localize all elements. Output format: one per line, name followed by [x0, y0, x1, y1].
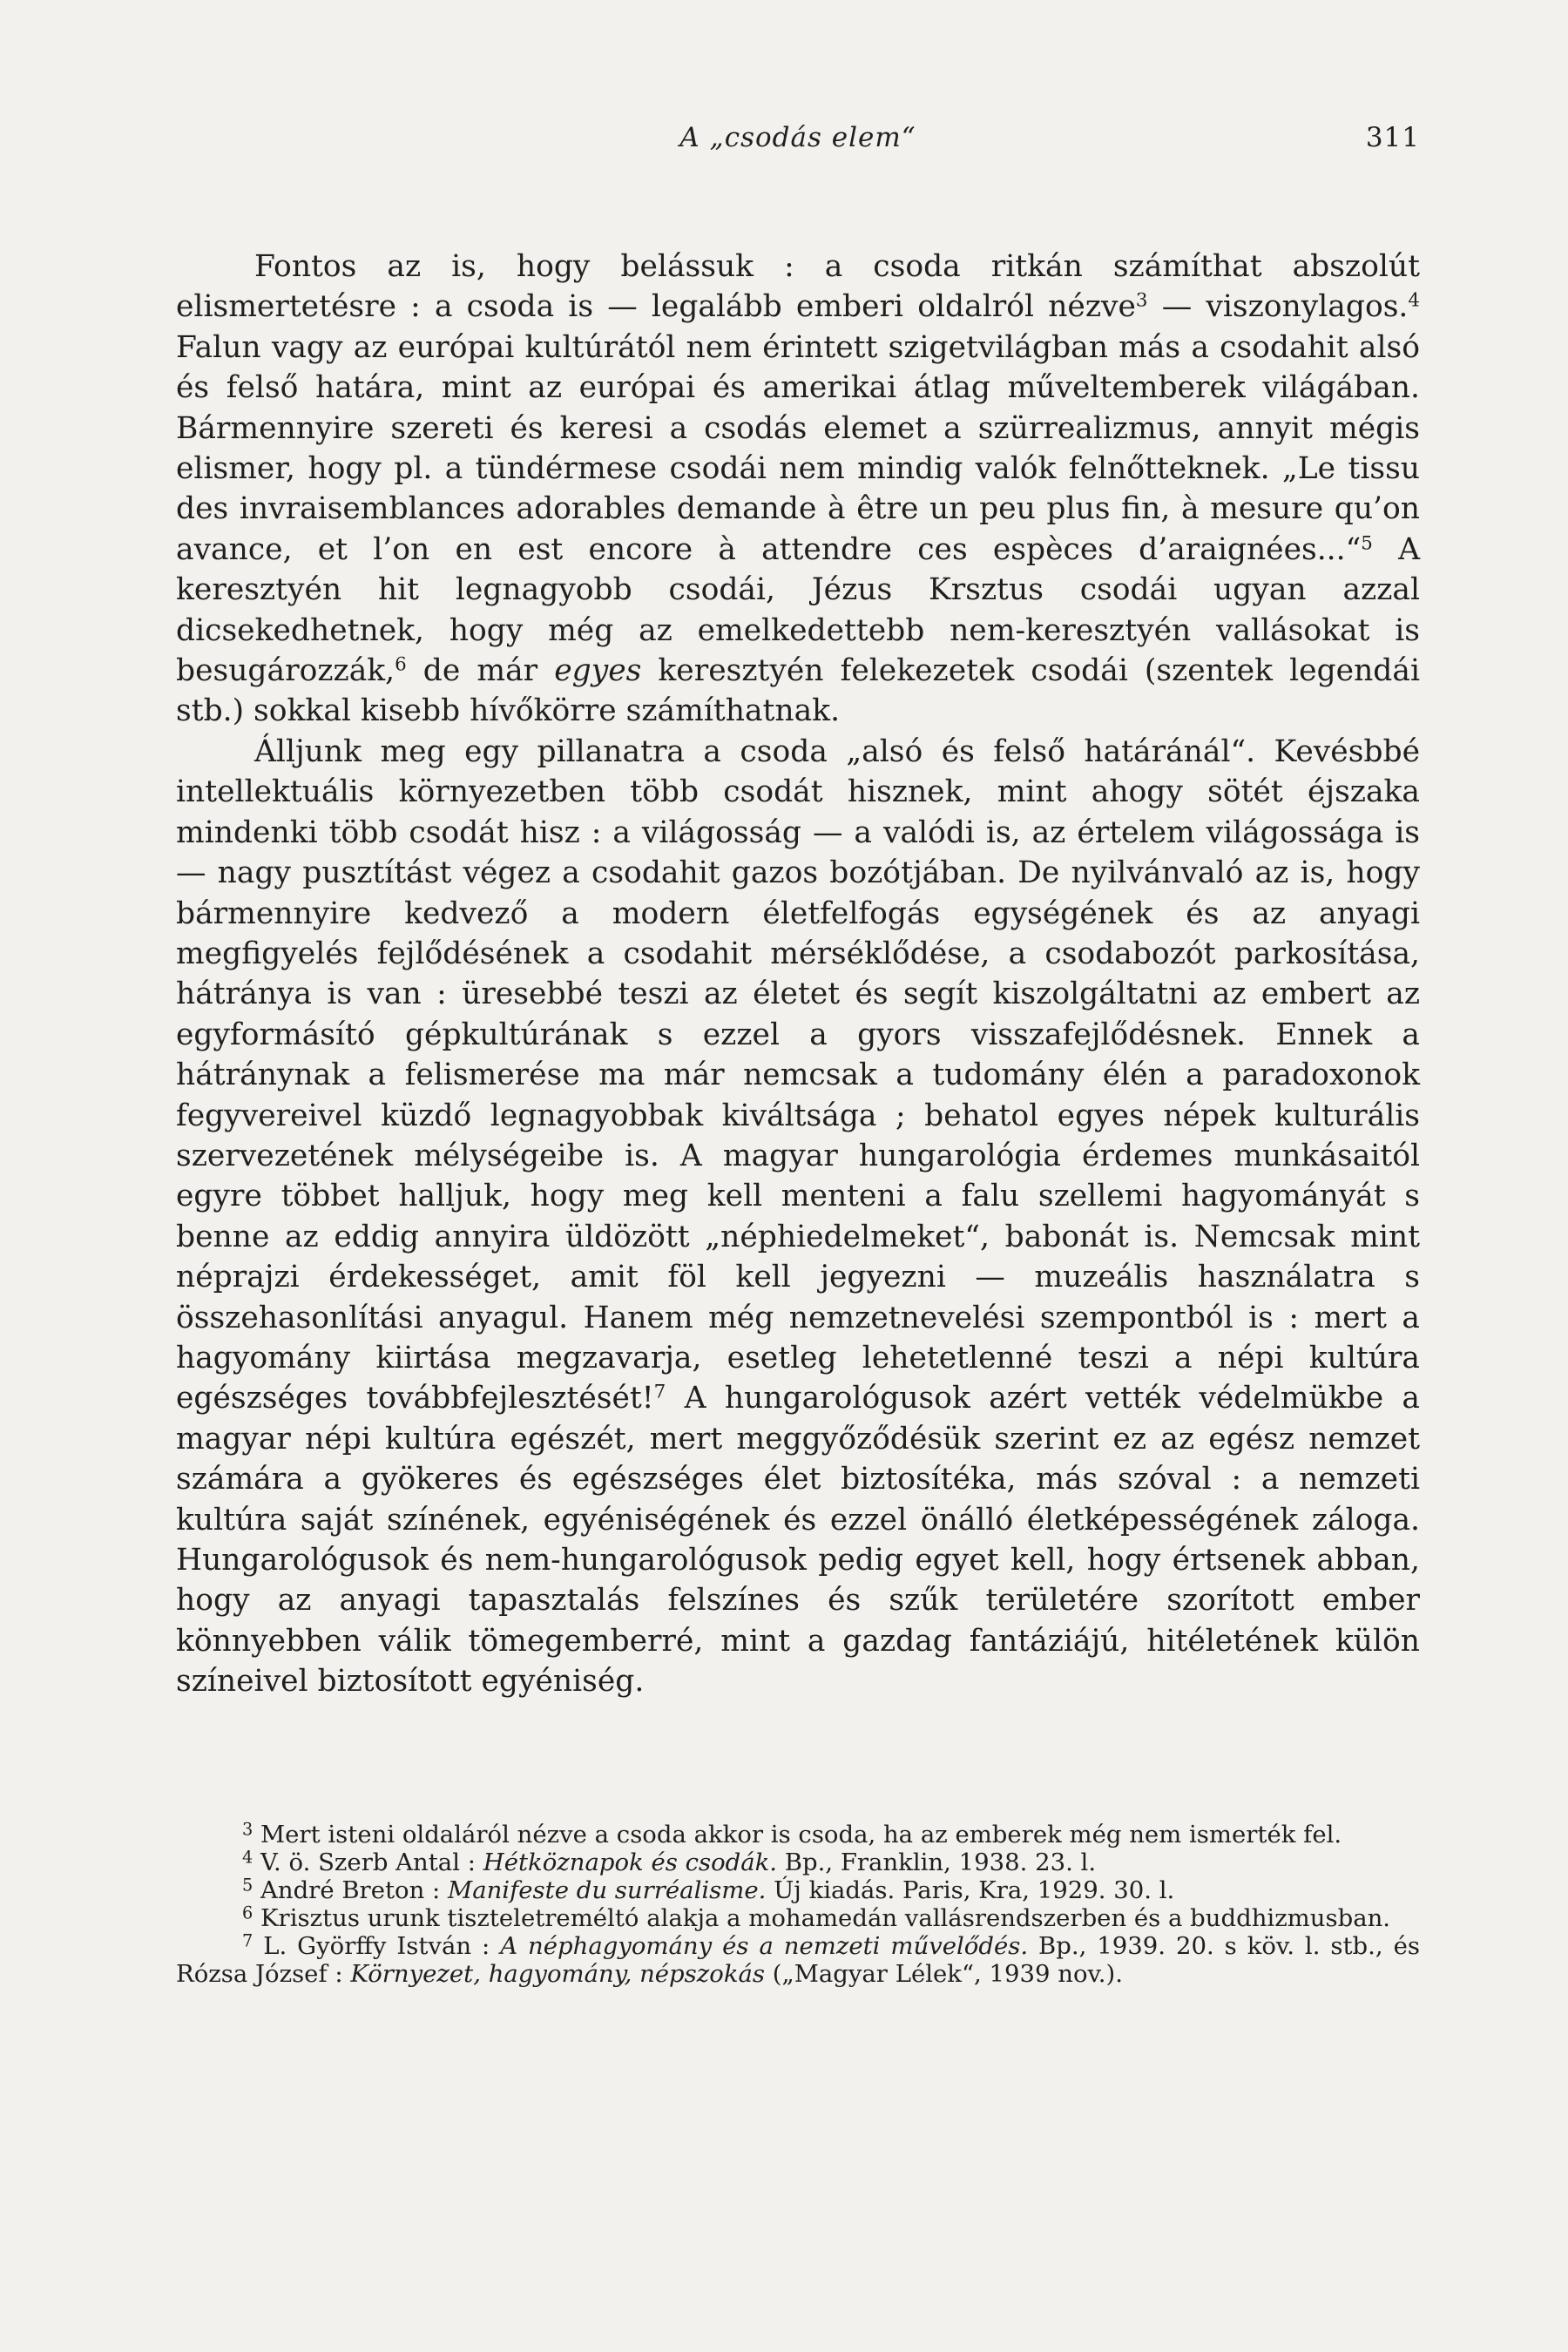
footnote-5	[176, 1876, 1420, 1904]
footnote-text: L. Györffy István :	[263, 1932, 501, 1960]
footnote-text: („Magyar Lélek“, 1939 nov.).	[765, 1960, 1123, 1988]
main-text	[176, 247, 1420, 1702]
footnote-ref-7: 7	[653, 1381, 666, 1403]
text-run: A hungarológusok azért vették védelmükbe a magyar népi kultúra egészét, mert meggyőződésük szerint ez az egész nemzet számára a gyökeres és egészséges élet biztosítéka, más szóval : a nemzeti kultúra saját színének, egyéniségének és ezzel önálló életképességének záloga. Hungarológusok és nem-hungarológusok pedig egyet kell, hogy értsenek abban, hogy az anyagi tapasztalás felszínes és szűk területére szorított ember könnyebben válik tömegemberré, mint a gazdag fantáziájú, hitéletének külön színeivel biztosított egyéniség.	[176, 1381, 1421, 1700]
footnote-6	[176, 1904, 1420, 1932]
text-run: Fontos az is, hogy belássuk : a csoda ritkán számíthat abszolút elismertetésre : a csoda is — legalább emberi oldalról nézve	[176, 249, 1420, 325]
page-number: 311	[1365, 122, 1420, 153]
footnote-7	[176, 1932, 1420, 1988]
text-run: keresztyén felekezetek csodái (szentek legendái stb.) sokkal kisebb hívőkörre számíthatnak.	[176, 653, 1420, 729]
footnote-text: V. ö. Szerb Antal :	[260, 1848, 483, 1876]
cited-title: Környezet, hagyomány, népszokás	[350, 1960, 765, 1988]
emphasis: egyes	[554, 653, 642, 689]
footnote-ref-6: 6	[395, 653, 407, 676]
footnote-4	[176, 1848, 1420, 1876]
footnote-number: 5	[242, 1875, 253, 1896]
text-run: A keresztyén hit legnagyobb csodái, Jézus Krsztus csodái ugyan azzal dicsekedhetnek, hogy még az emelkedettebb nem-keresztyén vallásokat is besugározzák,	[176, 531, 1420, 689]
footnote-ref-5: 5	[1361, 532, 1373, 555]
footnote-text: Új kiadás. Paris, Kra, 1929. 30. l.	[766, 1876, 1175, 1904]
cited-title: Manifeste du surréalisme.	[448, 1876, 767, 1904]
text-run: — viszonylagos.	[1147, 289, 1409, 325]
running-title: A „csodás elem“	[679, 122, 916, 153]
footnote-number: 3	[242, 1819, 253, 1840]
text-run: Álljunk meg egy pillanatra a csoda „alsó és felső határánál“. Kevésbbé intellektuális környezetben több csodát hisznek, mint ahogy sötét éjszaka mindenki több csodát hisz : a világosság — a valódi is, az értelem világossága is — nagy pusztítást végez a csodahit gazos bozótjában. De nyilvánvaló az is, hogy bármennyire kedvező a modern életfelfogás egységének és az anyagi megfigyelés fejlődésének a csodahit mérséklődése, a csodabozót parkosítása, hátránya is van : üresebbé teszi az életet és segít kiszolgáltatni az embert az egyformásító gépkultúrának s ezzel a gyors visszafejlődésnek. Ennek a hátránynak a felismerése ma már nemcsak a tudomány élén a paradoxonok fegyvereivel küzdő legnagyobbak kiváltsága ; behatol egyes népek kulturális szervezetének mélységeibe is. A magyar hungarológia érdemes munkásaitól egyre többet halljuk, hogy meg kell menteni a falu szellemi hagyományát s benne az eddig annyira üldözött „néphiedelmeket“, babonát is. Nemcsak mint néprajzi érdekességet, amit föl kell jegyezni — muzeális használatra s összehasonlítási anyagul. Hanem még nemzetnevelési szempontból is : mert a hagyomány kiirtása megzavarja, esetleg lehetetlenné teszi a népi kultúra egészséges továbbfejlesztését!	[176, 733, 1420, 1416]
cited-title: A néphagyomány és a nemzeti művelődés.	[500, 1932, 1029, 1960]
cited-title: Hétköznapok és csodák.	[483, 1848, 778, 1876]
footnotes	[176, 1821, 1420, 1988]
footnote-text: Bp., Franklin, 1938. 23. l.	[777, 1848, 1097, 1876]
text-run: de már	[406, 653, 555, 689]
footnote-3	[176, 1821, 1420, 1848]
paragraph-1	[176, 247, 1420, 732]
footnote-number: 6	[242, 1903, 253, 1923]
footnote-number: 7	[242, 1930, 253, 1951]
footnote-text: André Breton :	[260, 1876, 449, 1904]
footnote-text: Bp., 1939. 20. s köv. l. stb., és Rózsa József :	[176, 1932, 1420, 1988]
running-head	[176, 122, 1420, 160]
paragraph-2	[176, 732, 1420, 1702]
footnote-ref-3: 3	[1135, 289, 1148, 312]
footnote-text: Krisztus urunk tiszteletreméltó alakja a mohamedán vallásrendszerben és a buddhizmusban.	[260, 1904, 1391, 1932]
footnote-number: 4	[242, 1847, 253, 1868]
footnote-text: Mert isteni oldaláról nézve a csoda akkor is csoda, ha az emberek még nem ismerték fel.	[260, 1821, 1342, 1848]
footnote-ref-4: 4	[1408, 289, 1420, 312]
text-run: Falun vagy az európai kultúrától nem érintett szigetvilágban más a csodahit alsó és felső határa, mint az európai és amerikai átlag műveltemberek világában. Bármennyire szereti és keresi a csodás elemet a szürrealizmus, annyit mégis elismer, hogy pl. a tündérmese csodái nem mindig valók felnőtteknek. „Le tissu des invraisemblances adorables demande à être un peu plus fin, à mesure qu’on avance, et l’on en est encore à attendre ces espèces d’araignées...“	[176, 329, 1420, 567]
